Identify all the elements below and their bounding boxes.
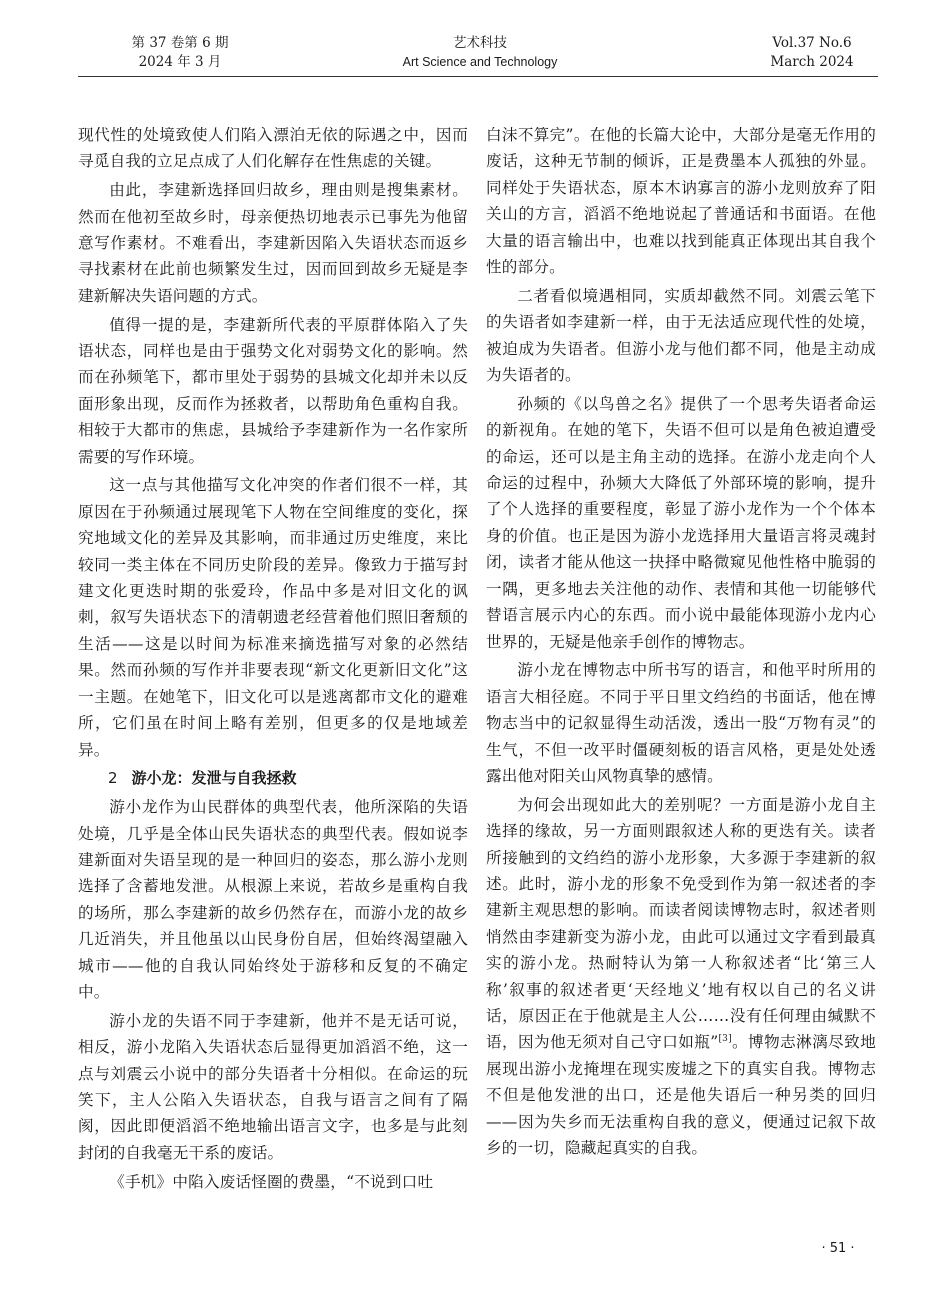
journal-title	[340, 34, 620, 72]
header-rule	[78, 76, 878, 77]
paragraph: 游小龙作为山民群体的典型代表，他所深陷的失语处境，几乎是全体山民失语状态的典型代表。假如说李建新面对失语呈现的是一种回归的姿态，那么游小龙则选择了含蓄地发泄。从根源上来说，若故乡是重构自我的场所，那么李建新的故乡仍然存在，而游小龙的故乡几近消失，并且他虽以山民身份自居，但始终渴望融入城市——他的自我认同始终处于游移和反复的不确定中。	[78, 798, 468, 1001]
paragraph: 现代性的处境致使人们陷入漂泊无依的际遇之中，因而寻觅自我的立足点成了人们化解存在性焦虑的关键。	[78, 126, 468, 171]
paragraph	[486, 792, 876, 1162]
volume-issue: 第 37 卷第 6 期	[131, 35, 229, 51]
paragraph: 二者看似境遇相同，实质却截然不同。刘震云笔下的失语者如李建新一样，由于无法适应现代性的处境，被迫成为失语者。但游小龙与他们都不同，他是主动成为失语者的。	[486, 286, 876, 385]
left-column	[78, 122, 468, 1197]
section-title: 游小龙：发泄与自我拯救	[131, 769, 297, 788]
journal-title-cn: 艺术科技	[453, 35, 507, 51]
paragraph-text: 为何会出现如此大的差别呢？一方面是游小龙自主选择的缘故，另一方面则跟叙述人称的更迭有关。读者所接触到的文绉绉的游小龙形象，大多源于李建新的叙述。此时，游小龙的形象不免受到作为第一叙述者的李建新主观思想的影响。而读者阅读博物志时，叙述者则悄然由李建新变为游小龙，由此可以通过文字看到最真实的游小龙。热耐特认为第一人称叙述者“比‘第三人称’叙事的叙述者更‘天经地义’地有权以自己的名义讲话，原因正在于他就是主人公……没有任何理由缄默不语，因为他无须对自己守口如瓶”	[486, 795, 876, 1052]
issue-info-en	[752, 34, 872, 72]
paragraph: 《手机》中陷入废话怪圈的费墨，“不说到口吐	[109, 1172, 434, 1191]
section-number: 2	[108, 769, 118, 788]
section-heading	[78, 765, 468, 791]
paragraph: 游小龙的失语不同于李建新，他并不是无话可说，相反，游小龙陷入失语状态后显得更加滔滔不绝，这一点与刘震云小说中的部分失语者十分相似。在命运的玩笑下，主人公陷入失语状态，自我与语言之间有了隔阂，因此即便滔滔不绝地输出语言文字，也多是与此刻封闭的自我毫无干系的废话。	[78, 1011, 468, 1162]
citation-reference: [3]	[718, 1034, 732, 1045]
right-column	[486, 122, 876, 1164]
issue-info	[100, 34, 260, 72]
paragraph: 值得一提的是，李建新所代表的平原群体陷入了失语状态，同样也是由于强势文化对弱势文化的影响。然而在孙频笔下，都市里处于弱势的县城文化却并未以反面形象出现，反而作为拯救者，以帮助角色重构自我。相较于大都市的焦虑，县城给予李建新作为一名作家所需要的写作环境。	[78, 315, 468, 466]
journal-title-en: Art Science and Technology	[402, 55, 558, 69]
volume-issue-en: Vol.37 No.6	[772, 35, 852, 51]
page-number: · 51 ·	[821, 1241, 855, 1256]
paragraph: 游小龙在博物志中所书写的语言，和他平时所用的语言大相径庭。不同于平日里文绉绉的书面话，他在博物志当中的记叙显得生动活泼，透出一股“万物有灵”的生气，不但一改平时僵硬刻板的语言风格，更是处处透露出他对阳关山风物真挚的感情。	[486, 661, 876, 785]
paragraph: 由此，李建新选择回归故乡，理由则是搜集素材。然而在他初至故乡时，母亲便热切地表示已事先为他留意写作素材。不难看出，李建新因陷入失语状态而返乡寻找素材在此前也频繁发生过，因而回到故乡无疑是李建新解决失语问题的方式。	[78, 181, 468, 305]
paragraph-text: 。博物志淋漓尽致地展现出游小龙掩埋在现实废墟之下的真实自我。博物志不但是他发泄的出口，还是他失语后一种另类的回归——因为失乡而无法重构自我的意义，便通过记叙下故乡的一切，隐藏起真实的自我。	[486, 1033, 876, 1157]
issue-date: 2024 年 3 月	[138, 54, 222, 70]
journal-header	[0, 34, 950, 74]
paragraph: 白沫不算完”。在他的长篇大论中，大部分是毫无作用的废话，这种无节制的倾诉，正是费墨本人孤独的外显。同样处于失语状态，原本木讷寡言的游小龙则放弃了阳关山的方言，滔滔不绝地说起了普通话和书面语。在他大量的语言输出中，也难以找到能真正体现出其自我个性的部分。	[486, 126, 876, 277]
paragraph: 这一点与其他描写文化冲突的作者们很不一样，其原因在于孙频通过展现笔下人物在空间维度的变化，探究地域文化的差异及其影响，而非通过历史维度，来比较同一类主体在不同历史阶段的差异。像致力于描写封建文化更迭时期的张爱玲，作品中多是对旧文化的讽刺，叙写失语状态下的清朝遗老经营着他们照旧奢颓的生活——这是以时间为标准来摘选描写对象的必然结果。然而孙频的写作并非要表现“新文化更新旧文化”这一主题。在她笔下，旧文化可以是逃离都市文化的避难所，它们虽在时间上略有差别，但更多的仅是地域差异。	[78, 476, 468, 759]
paragraph: 孙频的《以鸟兽之名》提供了一个思考失语者命运的新视角。在她的笔下，失语不但可以是角色被迫遭受的命运，还可以是主角主动的选择。在游小龙走向个人命运的过程中，孙频大大降低了外部环境的影响，提升了个人选择的重要程度，彰显了游小龙作为一个个体本身的价值。也正是因为游小龙选择用大量语言将灵魂封闭，读者才能从他这一抉择中略微窥见他性格中脆弱的一隅，更多地去关注他的动作、表情和其他一切能够代替语言展示内心的东西。而小说中最能体现游小龙内心世界的，无疑是他亲手创作的博物志。	[486, 394, 876, 651]
issue-date-en: March 2024	[770, 54, 854, 70]
